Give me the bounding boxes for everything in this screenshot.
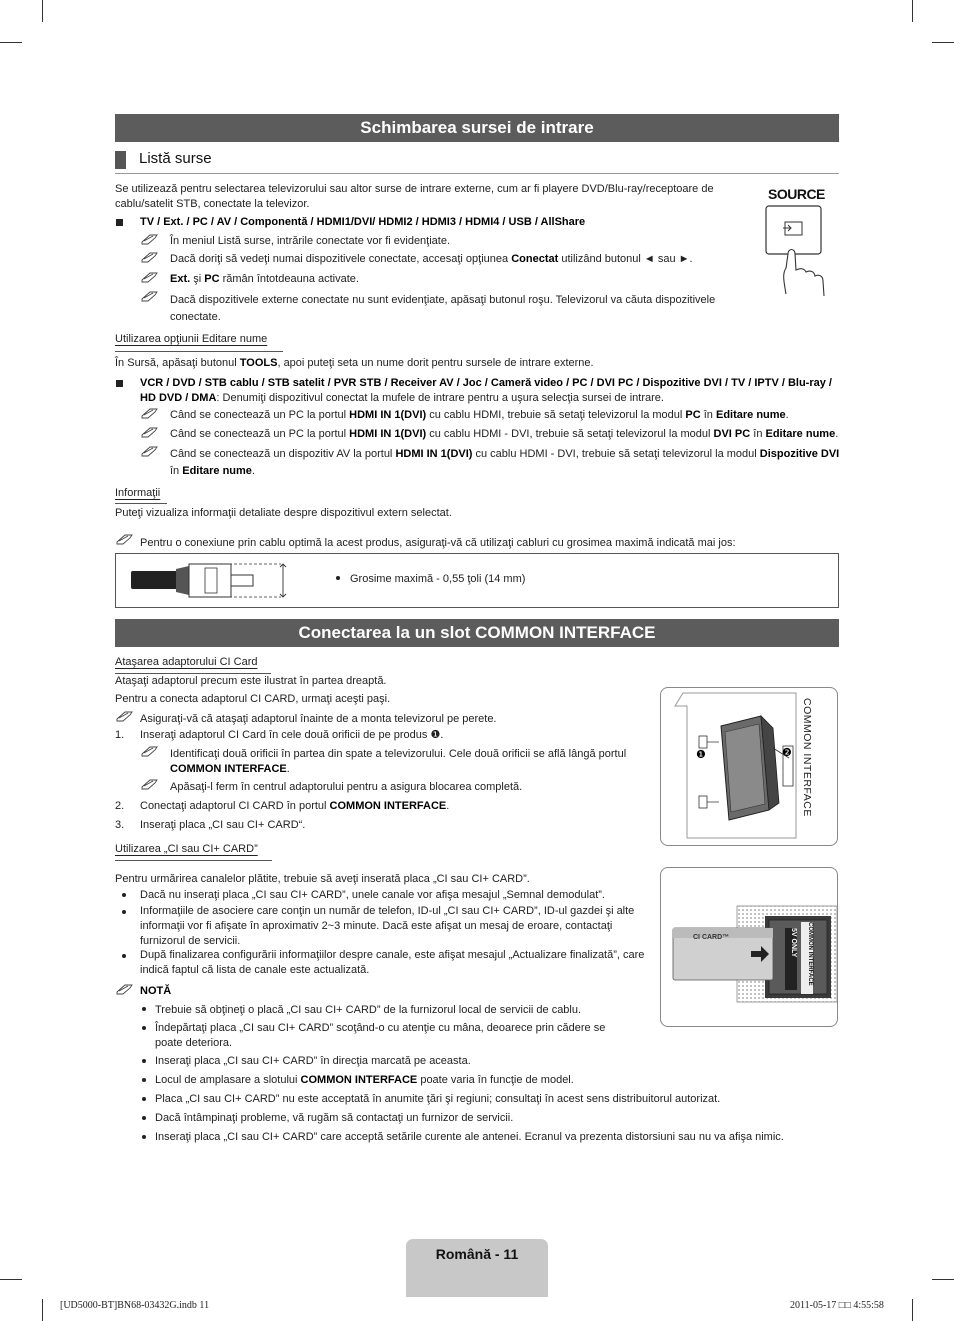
section-title: Conectarea la un slot COMMON INTERFACE <box>115 619 839 647</box>
crop-mark <box>912 1299 913 1321</box>
bullet-dot <box>142 1059 146 1063</box>
bullet-square <box>116 219 123 226</box>
step-number: 1. <box>115 729 125 741</box>
attach-line: Pentru a conecta adaptorul CI CARD, urmaţi aceşti paşi. <box>115 693 391 705</box>
intro-text: Se utilizează pentru selectarea televizorului sau altor surse de intrare externe, cum ar fi playere DVD/Blu-ray/receptoare de cablu/satelit STB, conectate la televizor. <box>115 183 714 210</box>
step-text: Inseraţi adaptorul CI Card în cele două orificii de pe produs ❶. <box>140 729 444 741</box>
note-icon <box>140 271 160 283</box>
info-text: Puteţi vizualiza informaţii detaliate despre dispozitivul extern selectat. <box>115 507 452 519</box>
nota-bullet: Locul de amplasare a slotului COMMON INTERFACE poate varia în funcţie de model. <box>155 1074 574 1086</box>
bullet-dot <box>142 1078 146 1082</box>
slot-label: COMMON INTERFACE <box>801 922 813 994</box>
note-icon <box>115 710 135 722</box>
crop-mark <box>42 0 43 22</box>
use-intro: Pentru urmărirea canalelor plătite, trebuie să aveţi inserată placa „CI sau CI+ CARD”. <box>115 873 530 885</box>
nota-bullet: Inseraţi placa „CI sau CI+ CARD” în direcţia marcată pe aceasta. <box>155 1055 471 1067</box>
cable-note: Pentru o conexiune prin cablu optimă la acest produs, asiguraţi-vă că utilizaţi cabluri cu grosimea maximă indicată mai jos: <box>140 537 736 549</box>
file-info: [UD5000-BT]BN68-03432G.indb 11 <box>60 1300 210 1311</box>
bullet-dot <box>122 910 126 914</box>
note-icon <box>115 533 135 545</box>
page-number-tab <box>406 1239 548 1297</box>
page-number: Română - 11 <box>435 1246 519 1262</box>
cable-spec-box <box>115 553 839 608</box>
nota-bullet: Dacă întâmpinaţi probleme, vă rugăm să contactaţi un furnizor de servicii. <box>155 1112 514 1124</box>
step-number: 3. <box>115 819 125 831</box>
attach-line: Asiguraţi-vă că ataşaţi adaptorul înainte de a monta televizorul pe perete. <box>140 713 497 725</box>
marker-2: ❷ <box>782 747 792 759</box>
source-label: SOURCE <box>768 186 825 202</box>
heading-bar <box>115 151 126 169</box>
crop-mark <box>912 0 913 22</box>
edit-name-heading: Utilizarea opţiunii Editare nume <box>115 333 268 345</box>
note-icon <box>140 426 160 438</box>
ci-adapter-illustration <box>660 687 838 846</box>
bullet-dot <box>142 1135 146 1139</box>
crop-mark <box>0 42 22 43</box>
crop-mark <box>932 42 954 43</box>
note-text: Dacă dispozitivele externe conectate nu sunt evidenţiate, apăsaţi butonul roşu. Televizorul va căuta dispozitivele conectate. <box>170 294 716 323</box>
step-text: Inseraţi placa „CI sau CI+ CARD“. <box>140 819 306 831</box>
attach-line: Ataşaţi adaptorul precum este ilustrat în partea dreaptă. <box>115 675 387 687</box>
note-icon <box>140 407 160 419</box>
bullet-dot <box>142 1026 146 1030</box>
use-heading: Utilizarea „CI sau CI+ CARD” <box>115 843 258 855</box>
heading-rule <box>115 860 272 861</box>
edit-name-intro: În Sursă, apăsaţi butonul TOOLS, apoi puteţi seta un nume dorit pentru sursele de intrare externe. <box>115 357 594 369</box>
common-interface-label: COMMON INTERFACE <box>801 698 813 817</box>
note-icon <box>140 233 160 245</box>
ci-card-illustration <box>660 867 838 1027</box>
bullet-square <box>116 380 123 387</box>
crop-mark <box>0 1279 22 1280</box>
print-timestamp: 2011-05-17 □□ 4:55:58 <box>790 1300 884 1311</box>
hdmi-note: Când se conectează un PC la portul HDMI IN 1(DVI) cu cablu HDMI - DVI, trebuie să setaţi televizorul la modul DVI PC în Editare nume. <box>170 428 839 440</box>
heading-rule <box>115 503 167 504</box>
note-icon <box>140 251 160 263</box>
section-title: Schimbarea sursei de intrare <box>115 114 839 142</box>
heading-rule <box>115 351 283 352</box>
step-note: Apăsaţi-l ferm în centrul adaptorului pentru a asigura blocarea completă. <box>170 781 523 793</box>
cable-icon <box>131 554 311 607</box>
remote-source-icon <box>758 184 838 299</box>
ci-card-label: CI CARD™ <box>693 934 730 941</box>
note-icon <box>140 745 160 757</box>
crop-mark <box>42 1299 43 1321</box>
note-icon <box>140 290 160 302</box>
nota-bullet: Placa „CI sau CI+ CARD” nu este acceptată în anumite ţări şi regiuni; consultaţi în acest sens distribuitorul autorizat. <box>155 1093 721 1105</box>
bullet-dot <box>122 893 126 897</box>
hdmi-note: Când se conectează un PC la portul HDMI IN 1(DVI) cu cablu HDMI, trebuie să setaţi televizorul la modul PC în Editare nume. <box>170 409 789 421</box>
5v-only-label: 5V ONLY <box>785 928 797 990</box>
crop-mark <box>932 1279 954 1280</box>
nota-bullet: Îndepărtaţi placa „CI sau CI+ CARD” scoţând-o cu atenţie cu mâna, deoarece prin cădere se poate deteriora. <box>155 1022 606 1049</box>
nota-bullet: Inseraţi placa „CI sau CI+ CARD” care acceptă setările curente ale antenei. Ecranul va prezenta distorsiuni sau nu va afişa nimic. <box>155 1131 784 1143</box>
subsection-title: Listă surse <box>139 150 212 167</box>
attach-heading: Ataşarea adaptorului CI Card <box>115 656 258 668</box>
bullet-dot <box>122 954 126 958</box>
cable-spec: Grosime maximă - 0,55 ţoli (14 mm) <box>350 573 526 585</box>
use-bullet: Dacă nu inseraţi placa „CI sau CI+ CARD”, unele canale vor afişa mesajul „Semnal demodulat”. <box>140 889 605 901</box>
note-icon <box>140 445 160 457</box>
step-note: Identificaţi două orificii în partea din spate a televizorului. Cele două orificii se află lângă portul COMMON INTERFACE. <box>170 748 627 775</box>
use-bullet: Informaţiile de asociere care conţin un număr de telefon, ID-ul „CI sau CI+ CARD”, ID-ul gazdei şi alte informaţii vor fi afişate în aproximativ 2~3 minute. Dacă este afişat un mesaj de eroare, contactaţi furnizorul de servicii. <box>140 905 635 947</box>
marker-1: ❶ <box>696 749 706 761</box>
subsection-heading <box>115 149 839 174</box>
note-text: Dacă doriţi să vedeţi numai dispozitivele conectate, accesaţi opţiunea Conectat utilizând butonul ◄ sau ►. <box>170 253 693 265</box>
bullet-dot <box>142 1007 146 1011</box>
nota-bullet: Trebuie să obţineţi o placă „CI sau CI+ CARD” de la furnizorul local de servicii de cablu. <box>155 1004 582 1016</box>
step-number: 2. <box>115 800 125 812</box>
bullet-dot <box>142 1116 146 1120</box>
source-button-illustration <box>758 184 838 299</box>
source-list: TV / Ext. / PC / AV / Componentă / HDMI1/DVI/ HDMI2 / HDMI3 / HDMI4 / USB / AllShare <box>140 216 586 228</box>
device-list: VCR / DVD / STB cablu / STB satelit / PVR STB / Receiver AV / Joc / Cameră video / PC / DVI PC / Dispozitive DVI / TV / IPTV / Blu-ray / HD DVD / DMA: Denumiţi dispozitivul conectat la mufele de intrare pentru a uşura selecţia sursei de intrare. <box>140 377 832 404</box>
bullet-dot <box>336 576 340 580</box>
note-text: Ext. şi PC rămân întotdeauna activate. <box>170 273 359 285</box>
nota-label: NOTĂ <box>140 985 172 997</box>
note-text: În meniul Listă surse, intrările conectate vor fi evidenţiate. <box>170 235 451 247</box>
note-icon <box>140 778 160 790</box>
step-text: Conectaţi adaptorul CI CARD în portul COMMON INTERFACE. <box>140 800 450 812</box>
bullet-dot <box>142 1097 146 1101</box>
hdmi-note: Când se conectează un dispozitiv AV la portul HDMI IN 1(DVI) cu cablu HDMI - DVI, trebuie să setaţi televizorul la modul Dispozitive DVI în Editare nume. <box>170 448 840 477</box>
info-heading: Informaţii <box>115 487 161 499</box>
note-icon <box>115 983 135 995</box>
use-bullet: După finalizarea configurării informaţiilor despre canale, este afişat mesajul „Actualizare finalizată”, care indică faptul că lista de canale este actualizată. <box>140 949 645 976</box>
